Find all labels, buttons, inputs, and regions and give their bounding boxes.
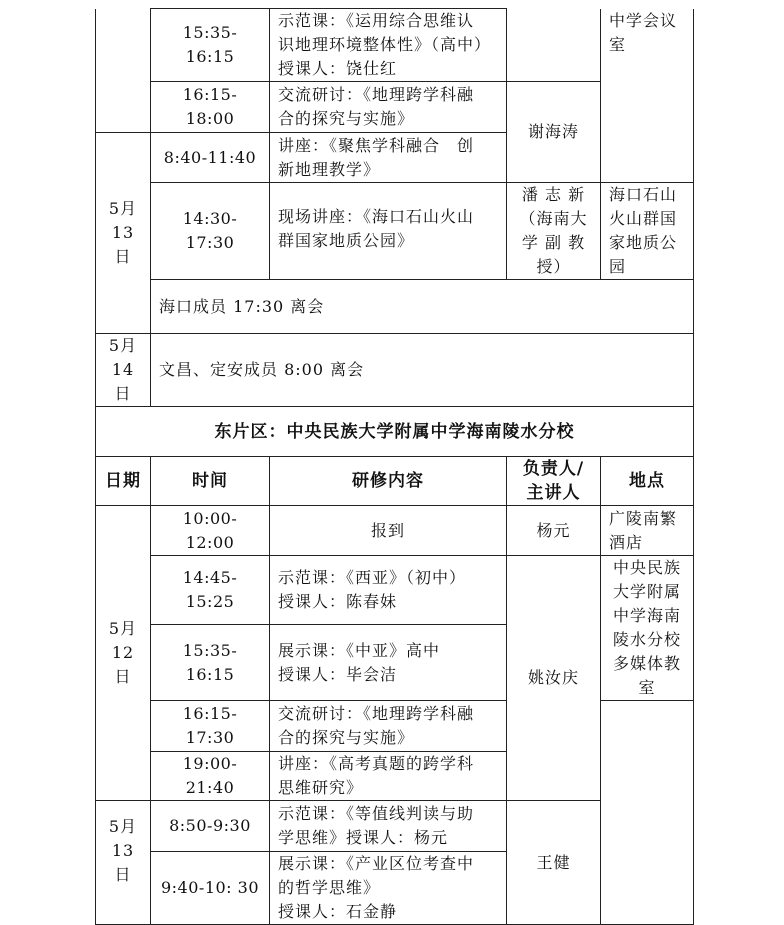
content-cell: 现场讲座：《海口石山火山 群国家地质公园》 <box>270 183 507 280</box>
content-cell: 讲座：《聚焦学科融合 创 新地理教学》 <box>270 133 507 183</box>
header-content: 研修内容 <box>270 457 507 506</box>
date-cell-continued <box>96 9 151 133</box>
table-row <box>96 183 694 280</box>
header-person: 负责人/ 主讲人 <box>507 457 601 506</box>
header-location: 地点 <box>601 457 694 506</box>
person-cell: 潘 志 新 （海南大 学 副 教 授） <box>507 183 601 280</box>
table-row <box>96 506 694 556</box>
section-title: 东片区：中央民族大学附属中学海南陵水分校 <box>96 407 694 457</box>
table-row <box>96 9 694 82</box>
departure-note: 海口成员 17:30 离会 <box>151 280 694 334</box>
location-cell: 中央民族 大学附属 中学海南 陵水分校 多媒体教 室 <box>601 556 694 701</box>
time-cell: 14:30-17:30 <box>151 183 270 280</box>
content-cell: 展示课：《产业区位考查中 的哲学思维》 授课人：石金静 <box>270 852 507 925</box>
time-cell: 8:40-11:40 <box>151 133 270 183</box>
location-cell-empty <box>601 701 694 925</box>
time-cell: 14:45-15:25 <box>151 556 270 625</box>
table-row <box>96 280 694 334</box>
time-cell: 15:35-16:15 <box>151 625 270 701</box>
content-cell: 示范课：《运用综合思维认 识地理环境整体性》（高中） 授课人：饶仕红 <box>270 9 507 82</box>
person-cell: 王健 <box>507 801 601 925</box>
time-cell: 9:40-10: 30 <box>151 852 270 925</box>
content-cell: 讲座：《高考真题的跨学科 思维研究》 <box>270 752 507 801</box>
content-cell: 报到 <box>270 506 507 556</box>
table-row <box>96 334 694 407</box>
location-cell: 中学会议 室 <box>601 9 694 183</box>
time-cell: 19:00-21:40 <box>151 752 270 801</box>
person-cell: 杨元 <box>507 506 601 556</box>
person-cell: 谢海涛 <box>507 82 601 183</box>
schedule-table <box>95 8 694 925</box>
time-cell: 16:15-18:00 <box>151 82 270 133</box>
content-cell: 交流研讨：《地理跨学科融 合的探究与实施》 <box>270 701 507 752</box>
header-row <box>96 457 694 506</box>
location-cell: 广陵南繁 酒店 <box>601 506 694 556</box>
date-cell: 5月 13 日 <box>96 133 151 334</box>
header-date: 日期 <box>96 457 151 506</box>
person-cell: 姚汝庆 <box>507 556 601 801</box>
departure-note: 文昌、定安成员 8:00 离会 <box>151 334 694 407</box>
content-cell: 交流研讨：《地理跨学科融 合的探究与实施》 <box>270 82 507 133</box>
header-time: 时间 <box>151 457 270 506</box>
content-cell: 展示课：《中亚》高中 授课人：毕会洁 <box>270 625 507 701</box>
time-cell: 8:50-9:30 <box>151 801 270 852</box>
table-row <box>96 407 694 457</box>
content-cell: 示范课：《西亚》（初中） 授课人：陈春妹 <box>270 556 507 625</box>
time-cell: 10:00-12:00 <box>151 506 270 556</box>
location-cell: 海口石山 火山群国 家地质公 园 <box>601 183 694 280</box>
content-cell: 示范课：《等值线判读与助 学思维》授课人：杨元 <box>270 801 507 852</box>
person-cell-continued <box>507 9 601 82</box>
table-row <box>96 701 694 752</box>
time-cell: 15:35-16:15 <box>151 9 270 82</box>
time-cell: 16:15-17:30 <box>151 701 270 752</box>
date-cell: 5月 12 日 <box>96 506 151 801</box>
date-cell: 5月 13 日 <box>96 801 151 925</box>
table-row <box>96 556 694 625</box>
date-cell: 5月 14 日 <box>96 334 151 407</box>
